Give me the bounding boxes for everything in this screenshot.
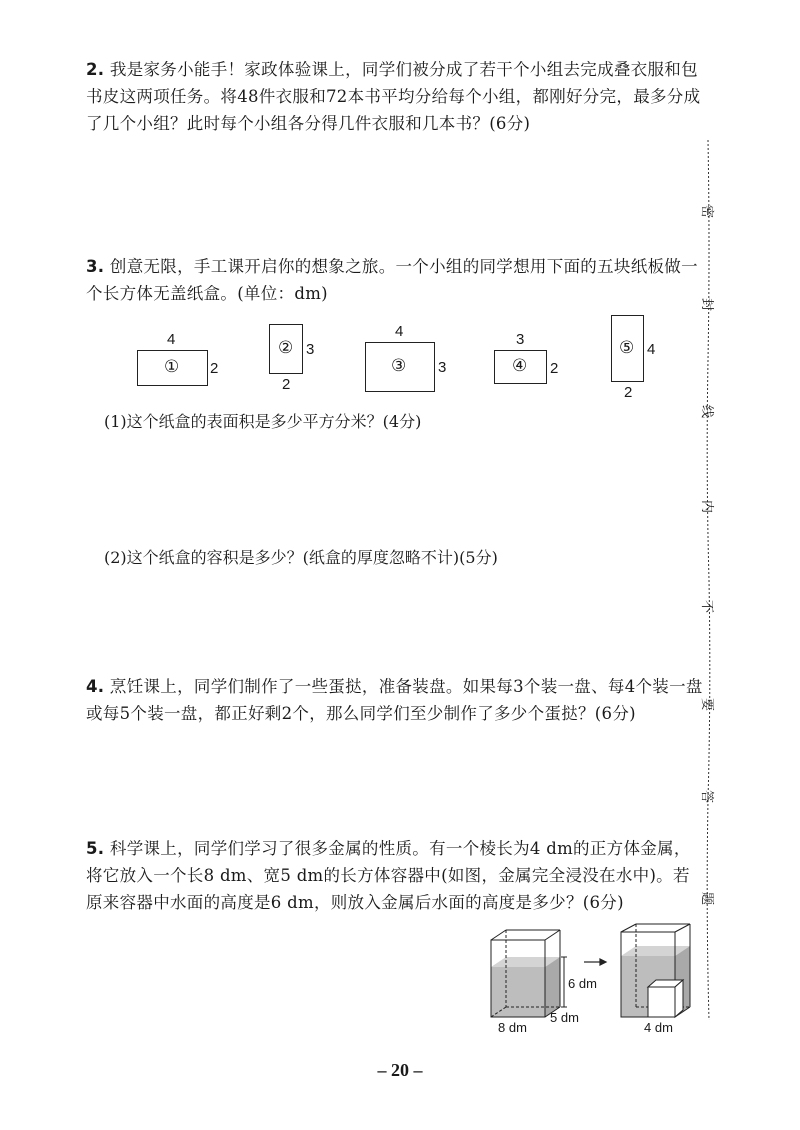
question-text: 烹饪课上，同学们制作了一些蛋挞，准备装盘。如果每3个装一盘、每4个装一盘或每5个装一盘，都正好剩2个，那么同学们至少制作了多少个蛋挞？(6分) [86, 677, 703, 723]
binding-char: 封 [699, 297, 715, 312]
question-number: 5. [86, 839, 105, 858]
binding-line [696, 140, 726, 1020]
question-2 [86, 56, 706, 137]
board-5-side-label: 4 [647, 341, 656, 358]
binding-char: 不 [699, 599, 715, 614]
question-3-part-2: (2)这个纸盒的容积是多少？(纸盒的厚度忽略不计)(5分) [104, 548, 498, 567]
board-3-mark: ③ [391, 356, 407, 376]
page-number: – 20 – [377, 1060, 423, 1080]
board-1-mark: ① [164, 357, 180, 377]
width-label: 5 dm [550, 1010, 579, 1025]
binding-char: 密 [699, 204, 715, 219]
board-4-top-label: 3 [516, 331, 525, 348]
board-2-bottom-label: 2 [282, 376, 291, 393]
binding-char: 内 [699, 499, 715, 514]
board-5-bottom-label: 2 [624, 384, 633, 401]
question-3 [86, 253, 706, 307]
board-4-mark: ④ [512, 356, 528, 376]
height-label: 6 dm [568, 976, 597, 991]
board-3-top-label: 4 [395, 323, 404, 340]
binding-char: 线 [699, 404, 715, 419]
question-text: 科学课上，同学们学习了很多金属的性质。有一个棱长为4 dm的正方体金属，将它放入一个长8 dm、宽5 dm的长方体容器中(如图，金属完全浸没在水中)。若原来容器中水面的高度是6 dm，则放入金属后水面的高度是多少？(6分) [86, 839, 691, 912]
question-number: 3. [86, 257, 105, 276]
cube-edge-label: 4 dm [644, 1020, 673, 1035]
binding-dotted-line [696, 140, 726, 1020]
board-2-side-label: 3 [306, 341, 315, 358]
question-3-part-1: (1)这个纸盒的表面积是多少平方分米？(4分) [104, 412, 422, 431]
board-2-mark: ② [278, 338, 294, 358]
question-text: 我是家务小能手！家政体验课上，同学们被分成了若干个小组去完成叠衣服和包书皮这两项任务。将48件衣服和72本书平均分给每个小组，都刚好分完，最多分成了几个小组？此时每个小组各分得几件衣服和几本书？(6分) [86, 60, 701, 133]
length-label: 8 dm [498, 1020, 527, 1035]
question-5 [86, 835, 706, 916]
binding-char: 要 [699, 697, 715, 712]
binding-char: 题 [699, 891, 715, 906]
question-number: 2. [86, 60, 105, 79]
board-1-top-label: 4 [167, 331, 176, 348]
board-1-side-label: 2 [210, 360, 219, 377]
binding-char: 答 [699, 789, 715, 804]
container-figure [488, 922, 708, 1042]
question-number: 4. [86, 677, 105, 696]
board-5-mark: ⑤ [619, 338, 635, 358]
question-4 [86, 673, 706, 727]
board-4-side-label: 2 [550, 360, 559, 377]
board-3-side-label: 3 [438, 359, 447, 376]
question-text: 创意无限，手工课开启你的想象之旅。一个小组的同学想用下面的五块纸板做一个长方体无盖纸盒。(单位：dm) [86, 257, 698, 303]
